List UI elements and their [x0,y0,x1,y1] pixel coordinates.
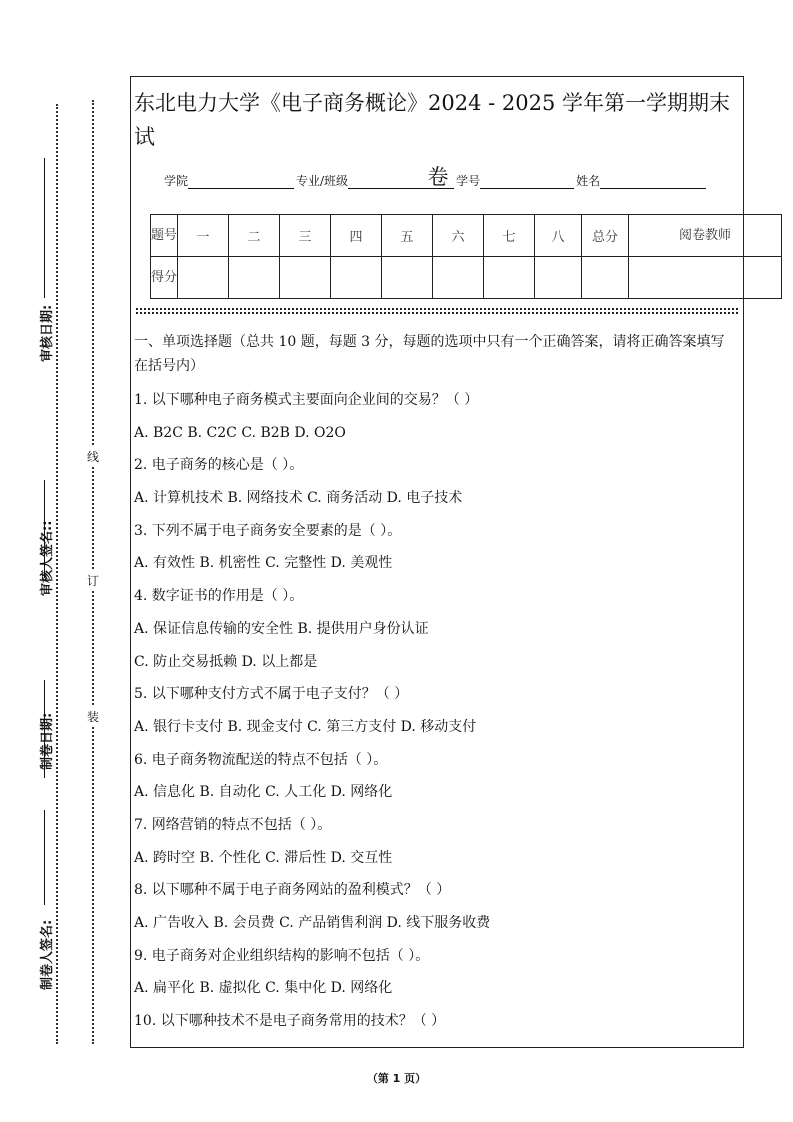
score-cell[interactable] [382,257,433,299]
maker-sign-label: 制卷人签名: [40,919,55,990]
question-line: 1. 以下哪种电子商务模式主要面向企业间的交易？（ ） [134,392,479,408]
score-cell[interactable] [229,257,280,299]
reviewer-date-label: 审核日期: [40,304,55,362]
options-line: C. 防止交易抵赖 D. 以上都是 [134,653,318,670]
page-number: （第 1 页） [366,1072,427,1085]
score-value-row [151,257,782,299]
options-line: A. 计算机技术 B. 网络技术 C. 商务活动 D. 电子技术 [134,490,463,507]
score-col-total: 总分 [582,215,629,257]
score-col-1: 一 [178,215,229,257]
question-line: 10. 以下哪种技术不是电子商务常用的技术？（ ） [134,1013,446,1030]
score-row1-label: 题号 [151,215,178,257]
question-line: 2. 电子商务的核心是（ ）。 [134,457,304,474]
score-col-8: 八 [535,215,582,257]
maker-sign-line [44,810,45,905]
question-line: 8. 以下哪种不属于电子商务网站的盈利模式？（ ） [134,882,451,899]
school-field[interactable] [188,174,294,189]
score-cell[interactable] [582,257,629,299]
options-line: A. 信息化 B. 自动化 C. 人工化 D. 网络化 [134,784,393,801]
question-line: 6. 电子商务物流配送的特点不包括（ ）。 [134,751,388,768]
question-line: 9. 电子商务对企业组织结构的影响不包括（ ）。 [134,947,430,964]
binding-mark-xian: 线 [86,446,100,467]
question-line: 5. 以下哪种支付方式不属于电子支付？（ ） [134,686,409,703]
score-cell[interactable] [331,257,382,299]
binding-mark-ding: 订 [86,570,100,591]
score-col-7: 七 [484,215,535,257]
question-line: 4. 数字证书的作用是（ ）。 [134,588,304,605]
id-field[interactable] [480,174,574,189]
score-cell[interactable] [178,257,229,299]
options-line: A. 扁平化 B. 虚拟化 C. 集中化 D. 网络化 [134,980,393,997]
id-label: 学号 [456,174,481,188]
options-line: A. 有效性 B. 机密性 C. 完整性 D. 美观性 [134,555,393,572]
school-label: 学院 [164,174,189,188]
name-label: 姓名 [576,174,601,188]
score-cell[interactable] [629,257,782,299]
options-line: A. 广告收入 B. 会员费 C. 产品销售利润 D. 线下服务收费 [134,915,491,931]
score-col-grader: 阅卷教师 [629,215,782,257]
binding-mark-zhuang: 装 [86,706,100,727]
reviewer-date-line [44,158,45,298]
major-label: 专业/班级 [296,174,349,188]
title-line-1: 东北电力大学《电子商务概论》2024 - 2025 学年第一学期期末试 [134,91,731,149]
separator-dotted-top [136,308,738,310]
score-col-2: 二 [229,215,280,257]
score-cell[interactable] [280,257,331,299]
name-field[interactable] [600,174,706,189]
score-cell[interactable] [484,257,535,299]
options-line: A. B2C B. C2C C. B2B D. O2O [134,424,346,441]
options-line: A. 银行卡支付 B. 现金支付 C. 第三方支付 D. 移动支付 [134,718,477,735]
score-header-row [151,215,782,257]
score-col-6: 六 [433,215,484,257]
binding-dotted-line-outer [56,104,58,1044]
score-col-5: 五 [382,215,433,257]
score-col-4: 四 [331,215,382,257]
options-line: A. 跨时空 B. 个性化 C. 滞后性 D. 交互性 [134,849,393,866]
score-row2-label: 得分 [151,257,178,299]
score-cell[interactable] [433,257,484,299]
maker-date-label: 制卷日期: [40,712,55,770]
options-line: A. 保证信息传输的安全性 B. 提供用户身份认证 [134,620,429,637]
section-heading: 一、单项选择题（总共 10 题，每题 3 分，每题的选项中只有一个正确答案，请将正确答案填写在括号内） [134,334,725,374]
question-section [134,330,738,1038]
major-field[interactable] [348,174,454,189]
question-line: 7. 网络营销的特点不包括（ ）。 [134,816,332,833]
score-col-3: 三 [280,215,331,257]
question-line: 3. 下列不属于电子商务安全要素的是（ ）。 [134,522,402,539]
separator-dotted-bottom [136,312,738,314]
score-cell[interactable] [535,257,582,299]
score-table [150,214,782,299]
reviewer-sign-label: 审核人签名:: [40,520,55,596]
student-info-row [164,172,708,189]
title-line-2: 卷 [427,165,449,189]
